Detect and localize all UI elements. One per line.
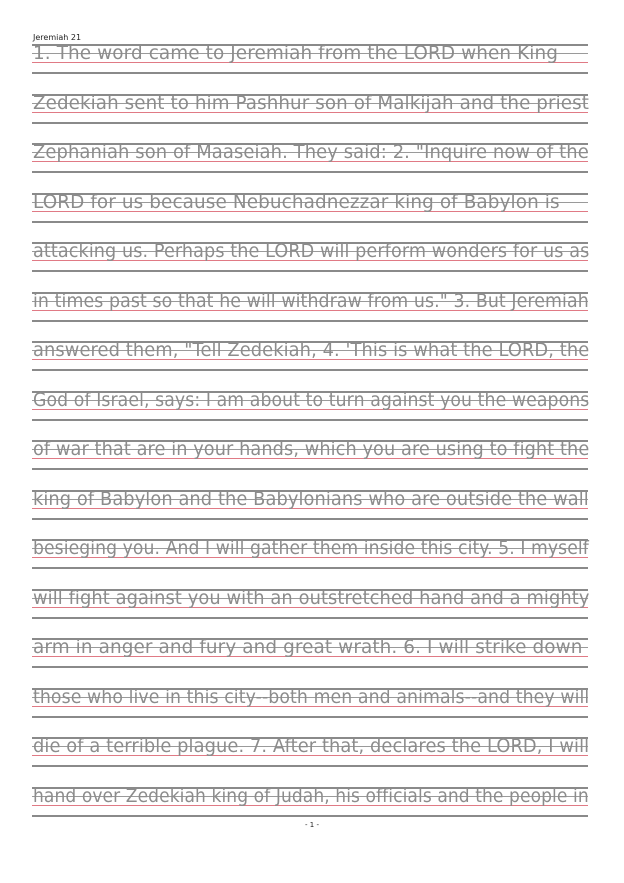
bot-guide-line: [32, 270, 588, 272]
writing-line: [32, 787, 588, 817]
trace-text: LORD for us because Nebuchadnezzar king of Babylon is: [33, 191, 560, 213]
page-number: - 1 -: [305, 821, 319, 829]
trace-text: besieging you. And I will gather them inside this city. 5. I myself: [33, 538, 589, 559]
bot-guide-line: [32, 419, 588, 421]
writing-line: [32, 143, 588, 173]
writing-line: [32, 688, 588, 718]
bot-guide-line: [32, 666, 588, 668]
bot-guide-line: [32, 122, 588, 124]
trace-text: arm in anger and fury and great wrath. 6. I will strike down: [33, 637, 583, 658]
writing-line: [32, 242, 588, 272]
trace-text: king of Babylon and the Babylonians who are outside the wall: [33, 488, 589, 510]
trace-text: Zephaniah son of Maaseiah. They said: 2. "Inquire now of the: [33, 142, 589, 163]
bot-guide-line: [32, 567, 588, 569]
writing-line: [32, 638, 588, 668]
trace-text: Zedekiah sent to him Pashhur son of Malkijah and the priest: [33, 92, 589, 114]
writing-line: [32, 589, 588, 619]
writing-line: [32, 490, 588, 520]
writing-line: [32, 44, 588, 74]
trace-text: God of Israel, says: I am about to turn against you the weapons: [33, 389, 590, 411]
writing-line: [32, 539, 588, 569]
writing-line: [32, 737, 588, 767]
writing-line: [32, 440, 588, 470]
writing-line: [32, 341, 588, 371]
trace-text: those who live in this city--both men and animals--and they will: [33, 686, 590, 708]
trace-text: in times past so that he will withdraw from us." 3. But Jeremiah: [33, 290, 589, 312]
bot-guide-line: [32, 221, 588, 223]
bot-guide-line: [32, 171, 588, 173]
bot-guide-line: [32, 369, 588, 371]
trace-text: will fight against you with an outstretched hand and a mighty: [33, 587, 590, 609]
trace-text: 1. The word came to Jeremiah from the LORD when King: [33, 43, 558, 64]
page-title: Jeremiah 21: [33, 33, 82, 42]
writing-line: [32, 94, 588, 124]
trace-text: hand over Zedekiah king of Judah, his officials and the people in: [33, 785, 589, 807]
bot-guide-line: [32, 815, 588, 817]
writing-line: [32, 193, 588, 223]
bot-guide-line: [32, 320, 588, 322]
writing-line: [32, 391, 588, 421]
bot-guide-line: [32, 72, 588, 74]
writing-line: [32, 292, 588, 322]
bot-guide-line: [32, 716, 588, 718]
trace-text: of war that are in your hands, which you are using to fight the: [33, 439, 590, 460]
bot-guide-line: [32, 518, 588, 520]
trace-text: die of a terrible plague. 7. After that, declares the LORD, I will: [33, 736, 590, 757]
bot-guide-line: [32, 617, 588, 619]
trace-text: attacking us. Perhaps the LORD will perform wonders for us as: [33, 241, 590, 262]
trace-text: answered them, "Tell Zedekiah, 4. 'This is what the LORD, the: [33, 340, 590, 361]
bot-guide-line: [32, 468, 588, 470]
bot-guide-line: [32, 765, 588, 767]
